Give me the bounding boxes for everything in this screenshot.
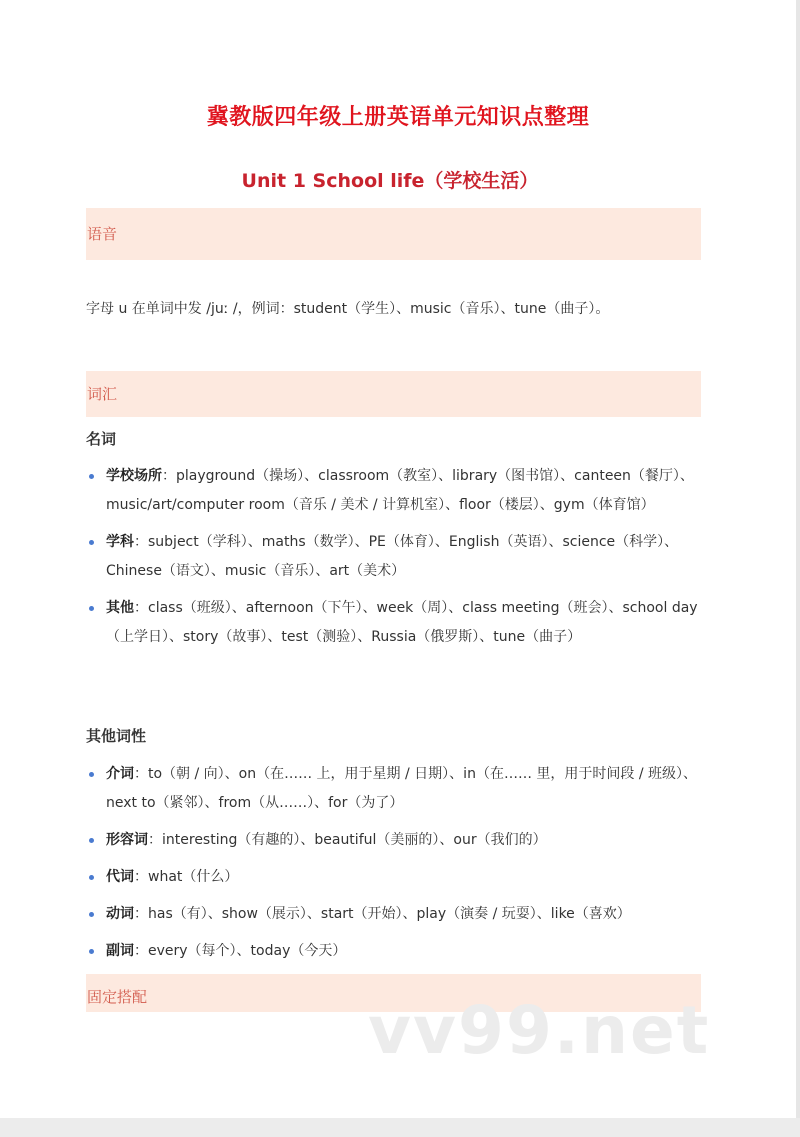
item-text: ：class（班级）、afternoon（下午）、week（周）、class meeting（班会）、school day（上学日）、story（故事）、test（测验）、Russia（俄罗斯）、tune（曲子） [106, 600, 698, 645]
bullet-icon [89, 912, 94, 917]
unit-title: Unit 1 School life（学校生活） [241, 170, 539, 192]
bullet-icon [89, 606, 94, 611]
phonetics-paragraph: 字母 u 在单词中发 /juː /，例词：student（学生）、music（音乐）、tune（曲子）。 [86, 301, 610, 317]
document-title: 冀教版四年级上册英语单元知识点整理 [206, 105, 590, 130]
item-label: 形容词 [106, 832, 148, 848]
item-label: 学科 [106, 534, 134, 550]
page-bottom-gutter [0, 1118, 800, 1137]
item-label: 副词 [106, 943, 134, 959]
item-text: ：what（什么） [134, 869, 239, 885]
list-item [86, 937, 701, 966]
list-item [86, 594, 701, 652]
list-item [86, 900, 701, 929]
bullet-icon [89, 474, 94, 479]
subheading-other-pos: 其他词性 [86, 727, 147, 745]
list-item [86, 863, 701, 892]
subheading-nouns: 名词 [86, 430, 117, 448]
item-text: ：subject（学科）、maths（数学）、PE（体育）、English（英语）、science（科学）、Chinese（语文）、music（音乐）、art（美术） [106, 534, 679, 579]
bullet-icon [89, 949, 94, 954]
item-label: 其他 [106, 600, 134, 616]
watermark: vv99.net [368, 992, 711, 1069]
list-item [86, 760, 701, 818]
list-item [86, 528, 701, 586]
other-pos-list [86, 760, 701, 974]
bullet-icon [89, 838, 94, 843]
item-text: ：every（每个）、today（今天） [134, 943, 347, 959]
list-item [86, 462, 701, 520]
section-heading-phonetics: 语音 [86, 208, 701, 260]
noun-list [86, 462, 701, 660]
item-text: ：has（有）、show（展示）、start（开始）、play（演奏 / 玩耍）、like（喜欢） [134, 906, 631, 922]
list-item [86, 826, 701, 855]
item-text: ：interesting（有趣的）、beautiful（美丽的）、our（我们的） [148, 832, 547, 848]
item-label: 动词 [106, 906, 134, 922]
bullet-icon [89, 772, 94, 777]
bullet-icon [89, 540, 94, 545]
item-label: 代词 [106, 869, 134, 885]
section-heading-vocabulary: 词汇 [86, 371, 701, 417]
item-text: ：playground（操场）、classroom（教室）、library（图书馆）、canteen（餐厅）、music/art/computer room（音乐 / 美术 / 计算机室）、floor（楼层）、gym（体育馆） [106, 468, 694, 513]
item-text: ：to（朝 / 向）、on（在…… 上，用于星期 / 日期）、in（在…… 里，用于时间段 / 班级）、next to（紧邻）、from（从……）、for（为了） [106, 766, 698, 811]
section-heading-phrases: 固定搭配 [86, 974, 701, 1012]
item-label: 学校场所 [106, 468, 162, 484]
item-label: 介词 [106, 766, 134, 782]
bullet-icon [89, 875, 94, 880]
